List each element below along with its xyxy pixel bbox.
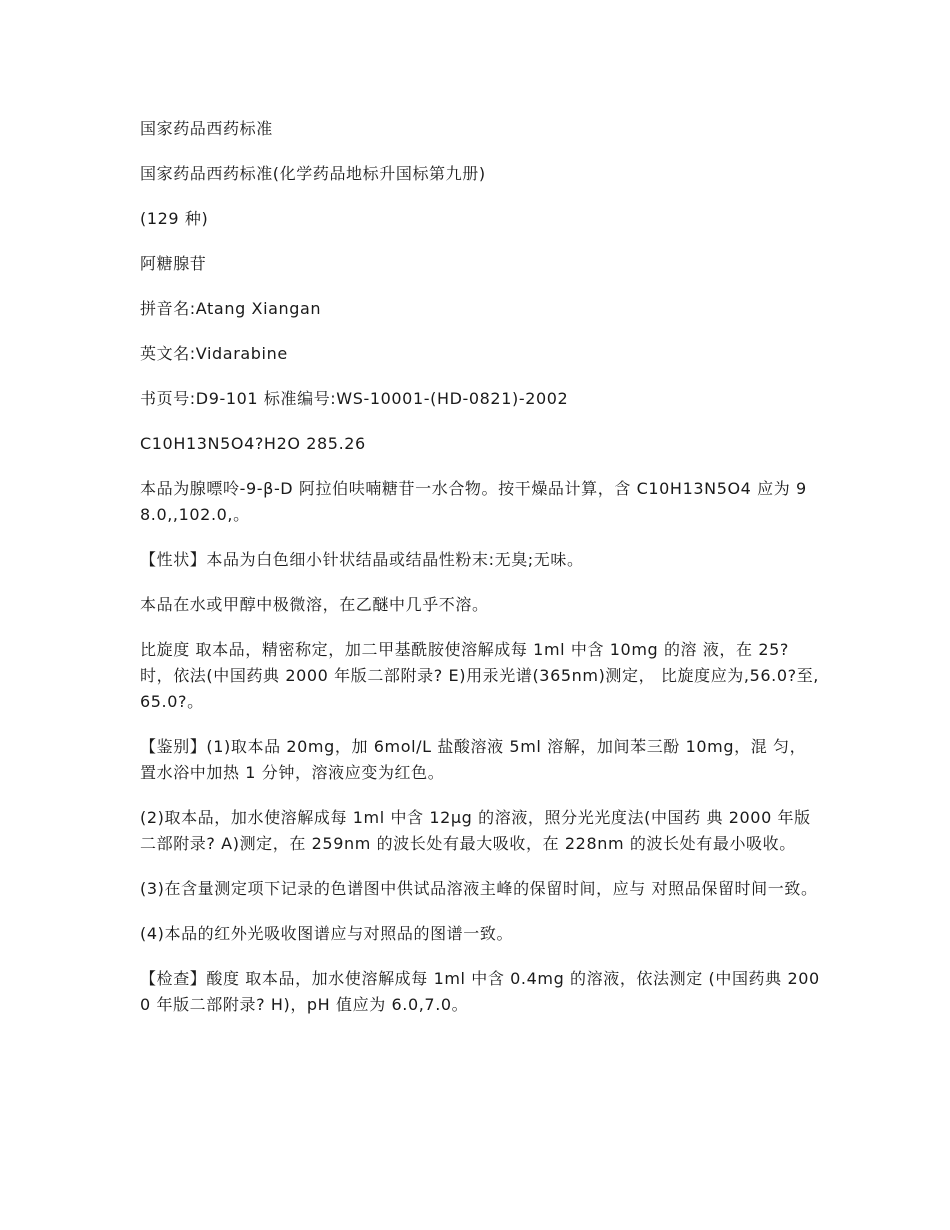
specific-rotation-paragraph: 比旋度 取本品，精密称定，加二甲基酰胺使溶解成每 1ml 中含 10mg 的溶 液，在 25?时，依法(中国药典 2000 年版二部附录? E)用汞光谱(365nm)测定， 比旋度应为,56.0?至,65.0?。 <box>140 640 819 711</box>
solubility-paragraph: 本品在水或甲醇中极微溶，在乙醚中几乎不溶。 <box>140 595 489 614</box>
pinyin-name: 拼音名:Atang Xiangan <box>140 299 322 318</box>
english-name: 英文名:Vidarabine <box>140 344 288 363</box>
inspection-section: 【检查】酸度 取本品，加水使溶解成每 1ml 中含 0.4mg 的溶液，依法测定 (中国药典 2000 年版二部附录? H)，pH 值应为 6.0,7.0。 <box>140 969 820 1014</box>
page-and-standard-number: 书页号:D9-101 标准编号:WS-10001-(HD-0821)-2002 <box>140 389 569 408</box>
document-body <box>140 116 820 1037</box>
drug-name: 阿糖腺苷 <box>140 254 207 273</box>
identification-item-4: (4)本品的红外光吸收图谱应与对照品的图谱一致。 <box>140 924 514 943</box>
doc-subheading: 国家药品西药标准(化学药品地标升国标第九册) <box>140 164 486 183</box>
molecular-formula: C10H13N5O4?H2O 285.26 <box>140 434 366 453</box>
properties-section: 【性状】本品为白色细小针状结晶或结晶性粉末:无臭;无味。 <box>140 550 584 569</box>
doc-count: (129 种) <box>140 209 209 228</box>
identification-item-2: (2)取本品，加水使溶解成每 1ml 中含 12μg 的溶液，照分光光度法(中国药 典 2000 年版二部附录? A)测定，在 259nm 的波长处有最大吸收，在 228nm 的波长处有最小吸收。 <box>140 808 811 853</box>
content-definition: 本品为腺嘌呤-9-β-D 阿拉伯呋喃糖苷一水合物。按干燥品计算，含 C10H13N5O4 应为 98.0,,102.0,。 <box>140 479 807 524</box>
doc-heading: 国家药品西药标准 <box>140 119 273 138</box>
identification-section: 【鉴别】(1)取本品 20mg，加 6mol/L 盐酸溶液 5ml 溶解，加间苯三酚 10mg，混 匀，置水浴中加热 1 分钟，溶液应变为红色。 <box>140 737 807 782</box>
identification-item-3: (3)在含量测定项下记录的色谱图中供试品溶液主峰的保留时间，应与 对照品保留时间一致。 <box>140 879 818 898</box>
